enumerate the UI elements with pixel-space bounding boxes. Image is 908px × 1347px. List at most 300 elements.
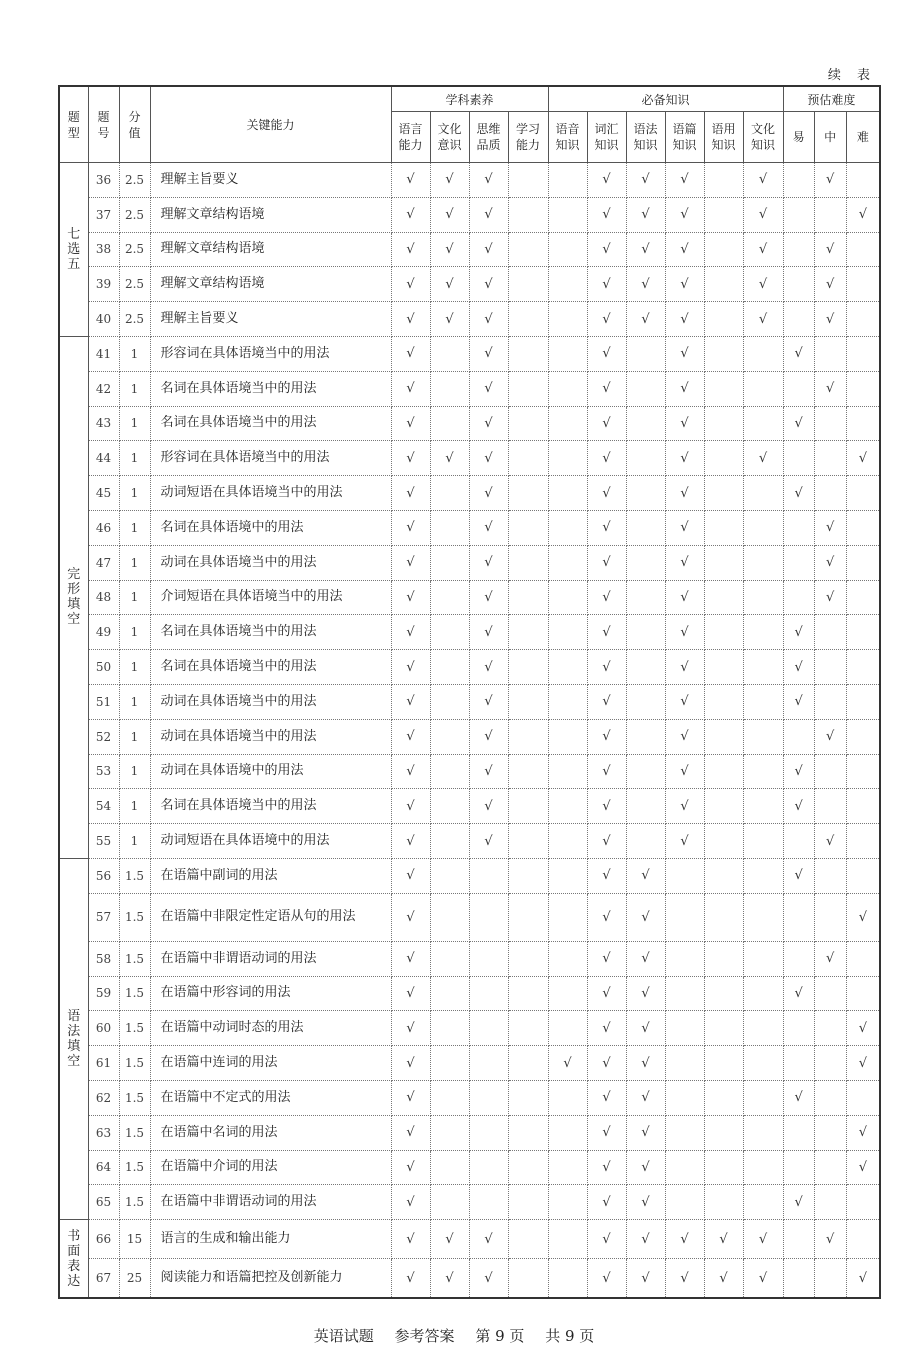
check-mark: √ xyxy=(587,684,626,719)
check-mark: √ xyxy=(587,1259,626,1299)
section-type: 七 选 五 xyxy=(59,163,88,337)
table-row xyxy=(59,163,880,198)
header-subcol: 文化 知识 xyxy=(743,112,783,163)
check-mark: √ xyxy=(783,1185,814,1220)
empty-cell xyxy=(783,197,814,232)
header-subcol: 易 xyxy=(783,112,814,163)
check-mark: √ xyxy=(783,789,814,824)
check-mark: √ xyxy=(626,302,665,337)
empty-cell xyxy=(665,1046,704,1081)
key-ability: 理解主旨要义 xyxy=(150,302,391,337)
key-ability: 名词在具体语境当中的用法 xyxy=(150,406,391,441)
question-number: 64 xyxy=(88,1150,119,1185)
check-mark: √ xyxy=(391,163,430,198)
check-mark: √ xyxy=(391,858,430,893)
check-mark: √ xyxy=(469,615,508,650)
header-group-literacy: 学科素养 xyxy=(391,86,548,112)
empty-cell xyxy=(783,302,814,337)
empty-cell xyxy=(508,336,548,371)
check-mark: √ xyxy=(587,1115,626,1150)
check-mark: √ xyxy=(391,1115,430,1150)
empty-cell xyxy=(548,858,587,893)
empty-cell xyxy=(704,1046,743,1081)
empty-cell xyxy=(704,858,743,893)
table-row xyxy=(59,615,880,650)
empty-cell xyxy=(548,1150,587,1185)
check-mark: √ xyxy=(783,406,814,441)
question-score: 1 xyxy=(119,545,150,580)
check-mark: √ xyxy=(846,1259,880,1299)
check-mark: √ xyxy=(665,336,704,371)
empty-cell xyxy=(783,371,814,406)
check-mark: √ xyxy=(783,858,814,893)
header-subcol: 语言 能力 xyxy=(391,112,430,163)
check-mark: √ xyxy=(626,1185,665,1220)
key-ability: 名词在具体语境中的用法 xyxy=(150,510,391,545)
empty-cell xyxy=(704,615,743,650)
check-mark: √ xyxy=(391,893,430,941)
empty-cell xyxy=(704,476,743,511)
question-number: 53 xyxy=(88,754,119,789)
key-ability: 理解文章结构语境 xyxy=(150,197,391,232)
empty-cell xyxy=(548,476,587,511)
table-row xyxy=(59,858,880,893)
header-group-knowledge: 必备知识 xyxy=(548,86,783,112)
empty-cell xyxy=(743,615,783,650)
check-mark: √ xyxy=(743,232,783,267)
empty-cell xyxy=(704,1080,743,1115)
check-mark: √ xyxy=(391,941,430,976)
section-type: 完 形 填 空 xyxy=(59,336,88,858)
key-ability: 动词短语在具体语境中的用法 xyxy=(150,824,391,859)
empty-cell xyxy=(469,1150,508,1185)
check-mark: √ xyxy=(430,163,469,198)
question-number: 67 xyxy=(88,1259,119,1299)
check-mark: √ xyxy=(626,1046,665,1081)
check-mark: √ xyxy=(391,1011,430,1046)
check-mark: √ xyxy=(587,336,626,371)
empty-cell xyxy=(783,441,814,476)
check-mark: √ xyxy=(391,441,430,476)
question-score: 1.5 xyxy=(119,1011,150,1046)
check-mark: √ xyxy=(469,267,508,302)
empty-cell xyxy=(846,232,880,267)
empty-cell xyxy=(783,510,814,545)
check-mark: √ xyxy=(391,510,430,545)
empty-cell xyxy=(469,858,508,893)
empty-cell xyxy=(665,893,704,941)
empty-cell xyxy=(846,580,880,615)
empty-cell xyxy=(743,858,783,893)
empty-cell xyxy=(743,754,783,789)
question-score: 1 xyxy=(119,406,150,441)
empty-cell xyxy=(814,1150,846,1185)
table-row xyxy=(59,441,880,476)
check-mark: √ xyxy=(391,232,430,267)
question-number: 57 xyxy=(88,893,119,941)
empty-cell xyxy=(508,650,548,685)
check-mark: √ xyxy=(469,336,508,371)
table-row xyxy=(59,1046,880,1081)
empty-cell xyxy=(704,510,743,545)
empty-cell xyxy=(846,719,880,754)
empty-cell xyxy=(783,1259,814,1299)
empty-cell xyxy=(469,1046,508,1081)
empty-cell xyxy=(846,163,880,198)
empty-cell xyxy=(548,1080,587,1115)
check-mark: √ xyxy=(391,789,430,824)
empty-cell xyxy=(783,267,814,302)
check-mark: √ xyxy=(783,336,814,371)
check-mark: √ xyxy=(469,684,508,719)
check-mark: √ xyxy=(391,976,430,1011)
empty-cell xyxy=(814,615,846,650)
table-row xyxy=(59,545,880,580)
check-mark: √ xyxy=(587,1185,626,1220)
empty-cell xyxy=(430,824,469,859)
empty-cell xyxy=(783,1150,814,1185)
question-number: 41 xyxy=(88,336,119,371)
key-ability: 理解主旨要义 xyxy=(150,163,391,198)
empty-cell xyxy=(704,893,743,941)
empty-cell xyxy=(430,615,469,650)
header-subcol: 思维 品质 xyxy=(469,112,508,163)
empty-cell xyxy=(704,302,743,337)
empty-cell xyxy=(626,510,665,545)
check-mark: √ xyxy=(587,976,626,1011)
question-score: 1 xyxy=(119,336,150,371)
question-number: 51 xyxy=(88,684,119,719)
empty-cell xyxy=(508,406,548,441)
check-mark: √ xyxy=(391,302,430,337)
empty-cell xyxy=(846,824,880,859)
empty-cell xyxy=(548,824,587,859)
empty-cell xyxy=(430,1150,469,1185)
empty-cell xyxy=(665,1185,704,1220)
empty-cell xyxy=(508,1220,548,1259)
empty-cell xyxy=(508,858,548,893)
empty-cell xyxy=(783,580,814,615)
empty-cell xyxy=(846,1220,880,1259)
empty-cell xyxy=(846,406,880,441)
footer-total: 共 9 页 xyxy=(545,1327,595,1345)
question-number: 38 xyxy=(88,232,119,267)
check-mark: √ xyxy=(587,476,626,511)
check-mark: √ xyxy=(587,719,626,754)
empty-cell xyxy=(704,545,743,580)
empty-cell xyxy=(783,824,814,859)
key-ability: 在语篇中非谓语动词的用法 xyxy=(150,1185,391,1220)
question-number: 45 xyxy=(88,476,119,511)
table-row xyxy=(59,336,880,371)
empty-cell xyxy=(626,789,665,824)
empty-cell xyxy=(626,441,665,476)
check-mark: √ xyxy=(846,197,880,232)
empty-cell xyxy=(548,1185,587,1220)
key-ability: 名词在具体语境当中的用法 xyxy=(150,615,391,650)
check-mark: √ xyxy=(743,302,783,337)
table-row xyxy=(59,1011,880,1046)
section-type: 书 面 表 达 xyxy=(59,1220,88,1299)
empty-cell xyxy=(508,719,548,754)
empty-cell xyxy=(430,1011,469,1046)
header-subcol: 语用 知识 xyxy=(704,112,743,163)
check-mark: √ xyxy=(391,406,430,441)
question-score: 1.5 xyxy=(119,1115,150,1150)
empty-cell xyxy=(704,1185,743,1220)
empty-cell xyxy=(508,754,548,789)
empty-cell xyxy=(548,232,587,267)
check-mark: √ xyxy=(665,615,704,650)
empty-cell xyxy=(814,754,846,789)
check-mark: √ xyxy=(587,371,626,406)
check-mark: √ xyxy=(587,824,626,859)
question-number: 49 xyxy=(88,615,119,650)
check-mark: √ xyxy=(665,1259,704,1299)
question-score: 2.5 xyxy=(119,302,150,337)
empty-cell xyxy=(626,580,665,615)
empty-cell xyxy=(626,615,665,650)
check-mark: √ xyxy=(814,941,846,976)
question-number: 36 xyxy=(88,163,119,198)
question-score: 1.5 xyxy=(119,1185,150,1220)
header-num: 题 号 xyxy=(88,86,119,163)
check-mark: √ xyxy=(814,719,846,754)
header-subcol: 文化 意识 xyxy=(430,112,469,163)
check-mark: √ xyxy=(743,1259,783,1299)
check-mark: √ xyxy=(587,1150,626,1185)
header-group-difficulty: 预估难度 xyxy=(783,86,880,112)
check-mark: √ xyxy=(814,824,846,859)
empty-cell xyxy=(814,1046,846,1081)
empty-cell xyxy=(665,1011,704,1046)
check-mark: √ xyxy=(430,441,469,476)
empty-cell xyxy=(626,650,665,685)
key-ability: 在语篇中非谓语动词的用法 xyxy=(150,941,391,976)
check-mark: √ xyxy=(469,1259,508,1299)
check-mark: √ xyxy=(469,232,508,267)
empty-cell xyxy=(704,197,743,232)
table-row xyxy=(59,406,880,441)
check-mark: √ xyxy=(469,1220,508,1259)
check-mark: √ xyxy=(469,510,508,545)
question-score: 1 xyxy=(119,371,150,406)
empty-cell xyxy=(846,650,880,685)
empty-cell xyxy=(469,1011,508,1046)
check-mark: √ xyxy=(665,824,704,859)
empty-cell xyxy=(508,580,548,615)
empty-cell xyxy=(548,371,587,406)
table-row xyxy=(59,302,880,337)
question-number: 58 xyxy=(88,941,119,976)
question-number: 47 xyxy=(88,545,119,580)
empty-cell xyxy=(814,441,846,476)
empty-cell xyxy=(430,510,469,545)
table-row xyxy=(59,510,880,545)
question-number: 65 xyxy=(88,1185,119,1220)
empty-cell xyxy=(508,615,548,650)
check-mark: √ xyxy=(548,1046,587,1081)
question-score: 1 xyxy=(119,789,150,824)
question-score: 1.5 xyxy=(119,1150,150,1185)
check-mark: √ xyxy=(814,267,846,302)
empty-cell xyxy=(846,302,880,337)
empty-cell xyxy=(548,1259,587,1299)
check-mark: √ xyxy=(391,580,430,615)
check-mark: √ xyxy=(587,406,626,441)
check-mark: √ xyxy=(665,650,704,685)
check-mark: √ xyxy=(665,754,704,789)
check-mark: √ xyxy=(665,545,704,580)
empty-cell xyxy=(508,545,548,580)
question-number: 37 xyxy=(88,197,119,232)
check-mark: √ xyxy=(626,893,665,941)
check-mark: √ xyxy=(469,302,508,337)
empty-cell xyxy=(783,941,814,976)
empty-cell xyxy=(704,1011,743,1046)
table-row xyxy=(59,476,880,511)
check-mark: √ xyxy=(587,1046,626,1081)
empty-cell xyxy=(665,941,704,976)
check-mark: √ xyxy=(743,441,783,476)
empty-cell xyxy=(743,476,783,511)
empty-cell xyxy=(430,580,469,615)
check-mark: √ xyxy=(391,684,430,719)
check-mark: √ xyxy=(469,406,508,441)
check-mark: √ xyxy=(391,267,430,302)
empty-cell xyxy=(704,719,743,754)
header-score: 分 值 xyxy=(119,86,150,163)
empty-cell xyxy=(814,1185,846,1220)
check-mark: √ xyxy=(665,476,704,511)
question-number: 48 xyxy=(88,580,119,615)
empty-cell xyxy=(469,1080,508,1115)
check-mark: √ xyxy=(704,1259,743,1299)
empty-cell xyxy=(814,650,846,685)
check-mark: √ xyxy=(391,824,430,859)
check-mark: √ xyxy=(743,267,783,302)
empty-cell xyxy=(704,267,743,302)
key-ability: 在语篇中不定式的用法 xyxy=(150,1080,391,1115)
table-row xyxy=(59,976,880,1011)
header-subcol: 语法 知识 xyxy=(626,112,665,163)
question-number: 42 xyxy=(88,371,119,406)
question-number: 43 xyxy=(88,406,119,441)
check-mark: √ xyxy=(469,441,508,476)
empty-cell xyxy=(846,789,880,824)
check-mark: √ xyxy=(846,1150,880,1185)
question-score: 1.5 xyxy=(119,941,150,976)
empty-cell xyxy=(508,1011,548,1046)
check-mark: √ xyxy=(665,406,704,441)
empty-cell xyxy=(743,824,783,859)
empty-cell xyxy=(704,406,743,441)
check-mark: √ xyxy=(587,302,626,337)
empty-cell xyxy=(548,615,587,650)
table-row xyxy=(59,941,880,976)
check-mark: √ xyxy=(665,371,704,406)
empty-cell xyxy=(548,510,587,545)
check-mark: √ xyxy=(391,197,430,232)
empty-cell xyxy=(508,476,548,511)
empty-cell xyxy=(846,941,880,976)
table-row xyxy=(59,684,880,719)
check-mark: √ xyxy=(665,163,704,198)
empty-cell xyxy=(548,941,587,976)
question-number: 40 xyxy=(88,302,119,337)
check-mark: √ xyxy=(587,510,626,545)
empty-cell xyxy=(548,336,587,371)
empty-cell xyxy=(430,336,469,371)
check-mark: √ xyxy=(814,232,846,267)
check-mark: √ xyxy=(391,1259,430,1299)
empty-cell xyxy=(508,1080,548,1115)
check-mark: √ xyxy=(846,1046,880,1081)
footer-subtitle: 参考答案 xyxy=(394,1327,455,1345)
key-ability: 动词在具体语境当中的用法 xyxy=(150,684,391,719)
empty-cell xyxy=(665,1150,704,1185)
empty-cell xyxy=(626,371,665,406)
empty-cell xyxy=(508,893,548,941)
empty-cell xyxy=(814,976,846,1011)
check-mark: √ xyxy=(665,719,704,754)
check-mark: √ xyxy=(430,302,469,337)
empty-cell xyxy=(626,476,665,511)
check-mark: √ xyxy=(391,336,430,371)
check-mark: √ xyxy=(846,1011,880,1046)
empty-cell xyxy=(430,1080,469,1115)
key-ability: 在语篇中连词的用法 xyxy=(150,1046,391,1081)
empty-cell xyxy=(743,580,783,615)
check-mark: √ xyxy=(391,1046,430,1081)
header-subcol: 语篇 知识 xyxy=(665,112,704,163)
empty-cell xyxy=(743,976,783,1011)
check-mark: √ xyxy=(626,941,665,976)
empty-cell xyxy=(508,371,548,406)
table-row xyxy=(59,1185,880,1220)
empty-cell xyxy=(743,1185,783,1220)
empty-cell xyxy=(814,1080,846,1115)
empty-cell xyxy=(665,1080,704,1115)
question-score: 1.5 xyxy=(119,1046,150,1081)
empty-cell xyxy=(743,650,783,685)
check-mark: √ xyxy=(626,1150,665,1185)
header-subcol: 学习 能力 xyxy=(508,112,548,163)
empty-cell xyxy=(846,684,880,719)
empty-cell xyxy=(508,976,548,1011)
check-mark: √ xyxy=(665,510,704,545)
empty-cell xyxy=(665,858,704,893)
question-number: 62 xyxy=(88,1080,119,1115)
check-mark: √ xyxy=(665,1220,704,1259)
question-score: 1 xyxy=(119,510,150,545)
empty-cell xyxy=(548,684,587,719)
empty-cell xyxy=(548,406,587,441)
empty-cell xyxy=(626,684,665,719)
check-mark: √ xyxy=(587,1080,626,1115)
question-number: 55 xyxy=(88,824,119,859)
question-number: 66 xyxy=(88,1220,119,1259)
table-row xyxy=(59,789,880,824)
empty-cell xyxy=(508,510,548,545)
check-mark: √ xyxy=(587,754,626,789)
question-score: 1 xyxy=(119,684,150,719)
empty-cell xyxy=(814,858,846,893)
empty-cell xyxy=(846,545,880,580)
empty-cell xyxy=(508,1259,548,1299)
empty-cell xyxy=(743,1080,783,1115)
check-mark: √ xyxy=(814,545,846,580)
